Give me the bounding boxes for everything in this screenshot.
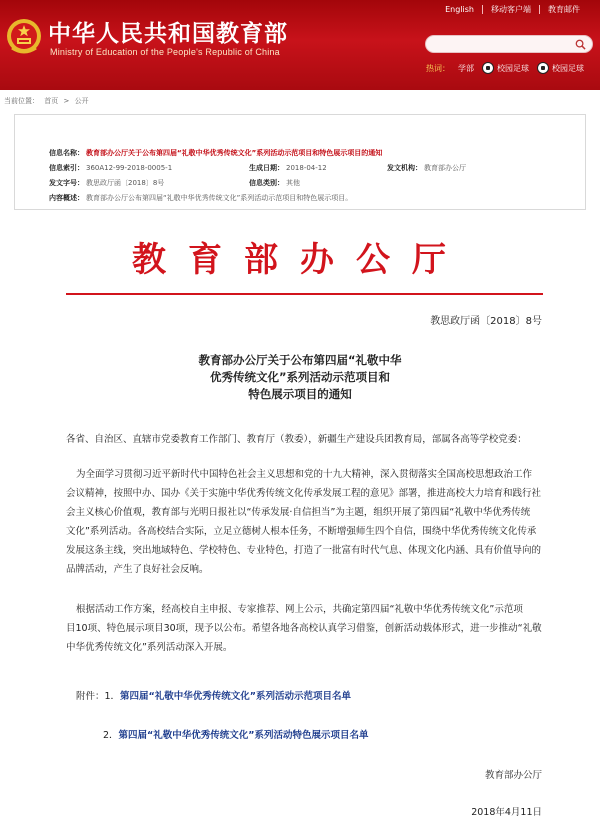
issuer-header: 教育部办公厅 [132,240,468,280]
title-line: 优秀传统文化”系列活动示范项目和 [209,370,391,384]
national-emblem-icon[interactable] [6,16,42,56]
mobile-client-link[interactable]: 移动客户端 [491,5,531,14]
summary-value: 教育部办公厅公布第四届“礼敬中华优秀传统文化”系列活动示范项目和特色展示项目。 [86,194,353,202]
paragraph-1 [66,465,550,579]
meta-key: 信息名称： [49,149,84,157]
paragraph-line: 中华优秀传统文化”系列活动深入开展。 [66,642,233,653]
search-input[interactable] [426,41,566,57]
meta-key: 发文机构： [387,164,422,172]
email-link[interactable]: 教育邮件 [548,5,580,14]
attachment-prefix: 2． [103,730,119,741]
search-icon[interactable] [575,39,586,50]
red-divider-line [66,293,543,295]
salutation [66,430,550,449]
paragraph-line: 文化”系列活动。各高校结合实际，立足立德树人根本任务，不断增强师生四个自信，围绕中华优秀传统文化传承 [66,526,537,537]
paragraph-line: 会主义核心价值观，教育部与光明日报社以“传承发展·自信担当”为主题，组织开展了第四届“礼敬中华优秀传统 [66,507,531,518]
info-name-value: 教育部办公厅关于公布第四届“礼敬中华优秀传统文化”系列活动示范项目和特色展示项目的通知 [86,149,383,157]
paragraph-line: 根据活动工作方案，经高校自主申报、专家推荐、网上公示，共确定第四届“礼敬中华优秀传统文化”示范项 [76,604,523,615]
site-title-en: Ministry of Education of the People's Republic of China [50,47,280,57]
attachment-link-2[interactable]: 第四届“礼敬中华优秀传统文化”系列活动特色展示项目名单 [118,730,369,741]
org-value: 教育部办公厅 [424,164,466,172]
attachment-prefix: 附件：1． [76,691,121,702]
hot-word-link[interactable]: 学部 [458,63,474,73]
meta-row-name [49,148,382,158]
hot-word-link[interactable]: 校园足球 [497,63,529,73]
meta-key: 内容概述： [49,194,84,202]
meta-category [249,178,300,188]
salutation-text: 各省、自治区、直辖市党委教育工作部门、教育厅（教委），新疆生产建设兵团教育局，部属各高等学校党委： [66,434,527,445]
hot-words [426,62,592,74]
date-value: 2018-04-12 [286,164,327,172]
paragraph-line: 会议精神，按照中办、国办《关于实施中华优秀传统文化传承发展工程的意见》部署，推进高校大力培育和践行社 [66,488,542,499]
breadcrumb-label: 当前位置： [4,97,39,105]
paragraph-line: 品牌活动，产生了良好社会反响。 [66,564,209,575]
meta-row-index [49,163,466,173]
info-index-value: 360A12-99-2018-0005-1 [86,164,173,172]
meta-row-summary [49,193,352,203]
meta-key: 信息类别： [249,179,284,187]
attachment-2 [103,727,369,741]
signature: 教育部办公厅 [484,770,542,781]
site-title-cn[interactable]: 中华人民共和国教育部 [48,21,288,47]
football-icon [482,62,494,74]
meta-key: 信息索引： [49,164,84,172]
paragraph-line: 为全面学习贯彻习近平新时代中国特色社会主义思想和党的十九大精神，深入贯彻落实全国高校思想政治工作 [76,469,533,480]
football-icon [537,62,549,74]
document-title [0,352,600,403]
attachment-1 [76,688,351,702]
doc-no-value: 教思政厅函〔2018〕8号 [86,179,165,187]
hot-words-label: 热词： [426,63,450,73]
breadcrumb [4,96,92,106]
meta-date [249,163,327,173]
search-box [425,35,593,53]
english-link[interactable]: English [445,5,474,14]
meta-key: 发文字号： [49,179,84,187]
document-number: 教思政厅函〔2018〕8号 [430,316,542,327]
sign-date: 2018年4月11日 [471,807,542,818]
meta-org [387,163,466,173]
breadcrumb-current[interactable]: 公开 [74,97,89,105]
title-line: 教育部办公厅关于公布第四届“礼敬中华 [198,353,402,367]
paragraph-line: 目10项、特色展示项目30项，现予以公布。希望各地各高校认真学习借鉴，创新活动载体形式，进一步推动“礼敬 [66,623,542,634]
title-line: 特色展示项目的通知 [248,387,352,401]
paragraph-2 [66,600,550,657]
meta-row-docno [49,178,300,188]
meta-key: 生成日期： [249,164,284,172]
info-metadata-box [14,114,586,210]
attachment-link-1[interactable]: 第四届“礼敬中华优秀传统文化”系列活动示范项目名单 [120,691,352,702]
top-links [437,4,588,15]
hot-word-link[interactable]: 校园足球 [552,63,584,73]
site-header [0,0,600,90]
paragraph-line: 发展这条主线，突出地域特色、学校特色、专业特色，打造了一批富有时代气息、体现文化内涵、具有价值导向的 [66,545,542,556]
category-value: 其他 [286,179,300,187]
breadcrumb-home[interactable]: 首页 [44,97,59,105]
breadcrumb-separator: > [63,97,70,105]
